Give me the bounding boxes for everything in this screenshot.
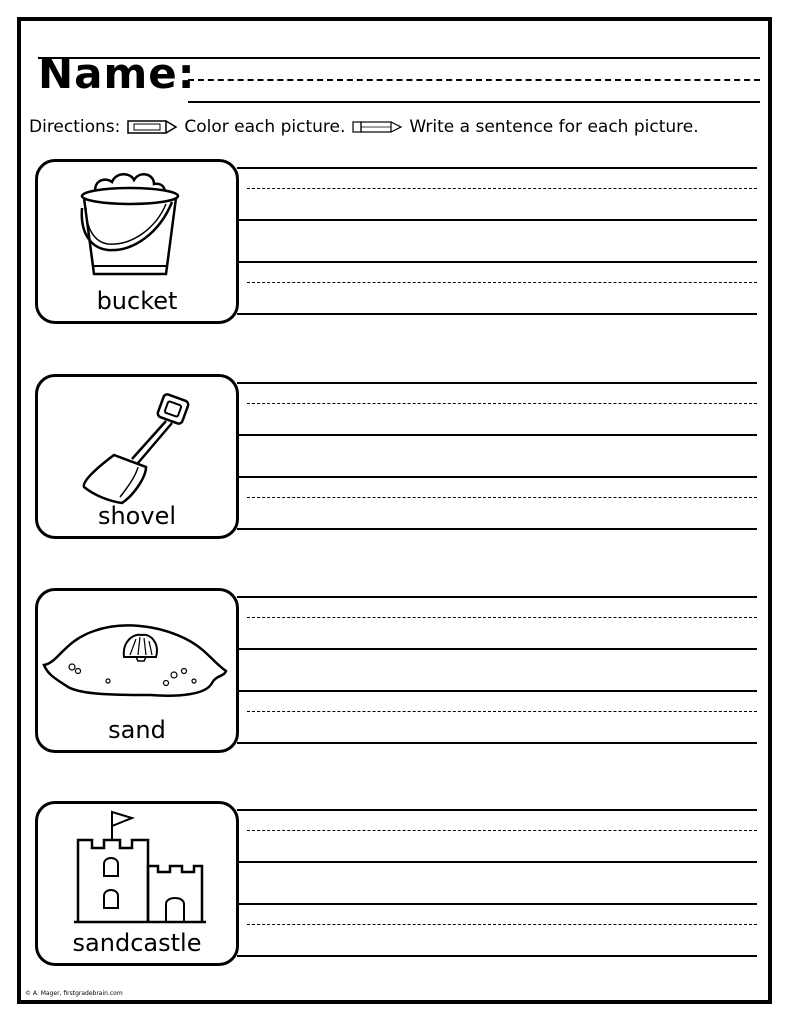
name-field[interactable]	[38, 41, 760, 111]
writing-lines[interactable]	[237, 801, 757, 969]
card-label: sand	[108, 716, 166, 744]
directions-write-text: Write a sentence for each picture.	[409, 117, 699, 137]
item-row-sandcastle	[35, 801, 757, 969]
name-base-rule	[188, 101, 760, 103]
worksheet-page	[17, 17, 772, 1004]
item-row-shovel	[35, 374, 757, 542]
writing-lines[interactable]	[237, 374, 757, 542]
name-label: Name:	[38, 49, 196, 98]
writing-lines[interactable]	[237, 588, 757, 756]
picture-card	[35, 588, 239, 753]
picture-card	[35, 801, 239, 966]
card-label: sandcastle	[72, 929, 202, 957]
crayon-icon	[126, 118, 178, 136]
picture-card	[35, 374, 239, 539]
name-middle-rule	[188, 79, 760, 81]
pencil-icon	[351, 118, 403, 136]
card-label: shovel	[97, 502, 177, 530]
directions-label: Directions:	[29, 117, 121, 137]
picture-card	[35, 159, 239, 324]
item-row-bucket	[35, 159, 757, 327]
item-row-sand	[35, 588, 757, 756]
copyright-credit: © A. Mager, firstgradebrain.com	[25, 990, 123, 997]
writing-lines[interactable]	[237, 159, 757, 327]
directions	[29, 117, 699, 137]
directions-color-text: Color each picture.	[184, 117, 346, 137]
card-label: bucket	[96, 287, 178, 315]
